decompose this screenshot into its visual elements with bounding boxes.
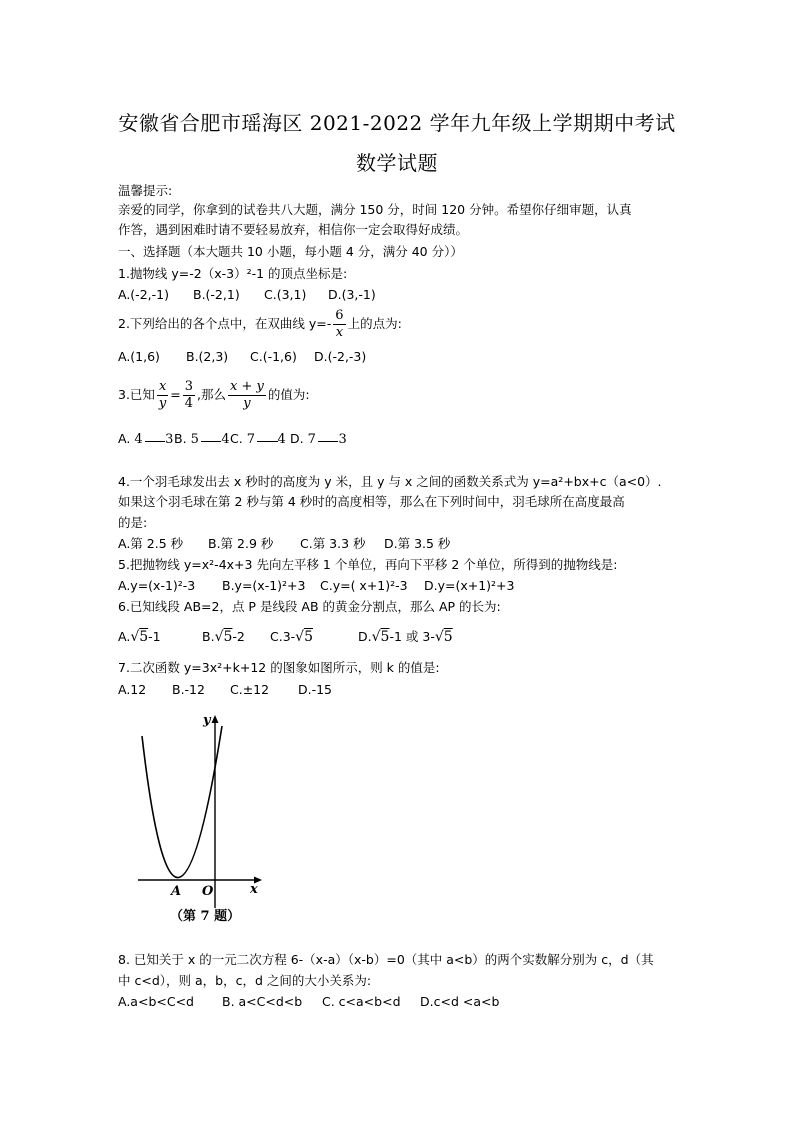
q7-option-c: C.±12 [230,682,270,697]
q8-line-2: 中 c<d），则 a，b，c，d 之间的大小关系为: [118,973,372,988]
q3-f3-den: y [243,396,251,411]
q3-option-c [230,431,290,447]
q5-option-b: B.y=(x-1)²+3 [222,578,306,593]
q2-stem-after: 上的点为: [347,316,402,331]
q7-option-a: A.12 [118,682,147,697]
q3-options [118,431,347,447]
q8-option-a: A.a<b<C<d [118,994,194,1009]
q3-equals: = [170,387,181,402]
q6-option-d [358,629,453,645]
fraction-bar [145,441,166,442]
q6-radicand-d1: 5 [380,629,390,645]
q7-stem: 7.二次函数 y=3x²+k+12 的图象如图所示，则 k 的值是: [118,660,440,675]
q4-line-3: 的是: [118,515,148,530]
q1-options [118,287,376,303]
q6-options [118,629,453,645]
q6-option-b-post: -2 [232,629,245,644]
q3-option-d-label: D. [290,431,304,446]
q6-option-c-pre: C.3- [270,629,296,644]
fraction-bar [201,441,222,442]
q7-option-d: D.-15 [298,682,333,697]
q2-option-a: A.(1,6) [118,349,160,364]
exam-title: 安徽省合肥市瑶海区 2021-2022 学年九年级上学期期中考试 [118,111,676,135]
q8-option-b: B. a<C<d<b [222,994,303,1009]
q6-radicand-d2: 5 [443,629,453,645]
q6-option-a-pre: A. [118,629,131,644]
q5-option-d: D.y=(x+1)²+3 [424,578,515,593]
sqrt-symbol: √5 [434,629,453,645]
q6-option-a-post: -1 [148,629,161,644]
q1-option-c: C.(3,1) [264,287,307,302]
q5-option-a: A.y=(x-1)²-3 [118,578,196,593]
q6-radicand-a: 5 [139,629,149,645]
q3-option-d [290,431,347,447]
section-heading-choice: 一、选择题（本大题共 10 小题，每小题 4 分，满分 40 分）） [118,244,463,259]
q3-stem-before: 3.已知 [118,387,155,402]
q4-line-2: 如果这个羽毛球在第 2 秒与第 4 秒时的高度相等，那么在下列时间中，羽毛球所在高度最高 [118,494,625,509]
q6-option-b-pre: B. [202,629,215,644]
q3-option-d-num: 7 [307,431,316,447]
tips-text-line-1: 亲爱的同学，你拿到的试卷共八大题，满分 150 分，时间 120 分钟。希望你仔细审题，认真 [118,202,632,217]
q6-option-b [202,629,270,645]
sqrt-symbol: √5 [130,629,149,645]
q3-option-b-den: 4 [221,431,230,447]
q3-fraction-1 [157,380,168,411]
origin-label: O [202,884,214,899]
q8-option-d: D.c<d <a<b [420,994,500,1009]
q6-radicand-c: 5 [304,629,314,645]
q3-option-b-label: B. [174,431,187,446]
figure-caption: （第 7 题） [170,909,241,924]
q2-option-c: C.(-1,6) [250,349,297,364]
q6-radicand-b: 5 [223,629,233,645]
parabola-curve [142,726,222,878]
tips-label: 温馨提示: [118,183,173,198]
q2-stem [118,309,402,340]
q3-option-c-label: C. [230,431,243,446]
q7-parabola-graph [130,708,275,928]
q6-option-a [118,629,202,645]
q3-option-c-den: 4 [277,431,286,447]
q3-option-d-den: 3 [338,431,347,447]
q8-option-c: C. c<a<b<d [322,994,401,1009]
q3-option-c-num: 7 [246,431,255,447]
q3-option-a [118,431,174,447]
q3-f1-num: x [158,379,167,394]
q3-f1-den: y [158,396,167,411]
sqrt-symbol: √5 [371,629,390,645]
q8-options [118,994,499,1010]
q1-option-b: B.(-2,1) [193,287,240,302]
q1-option-a: A.(-2,-1) [118,287,169,302]
q5-option-c: C.y=( x+1)²-3 [320,578,408,593]
sqrt-symbol: √5 [214,629,233,645]
q4-option-a: A.第 2.5 秒 [118,536,184,551]
q3-option-a-label: A. [118,431,131,446]
q5-stem: 5.把抛物线 y=x²-4x+3 先向左平移 1 个单位，再向下平移 2 个单位，所得到的抛物线是: [118,557,618,572]
fraction-bar [257,441,278,442]
q3-option-a-den: 3 [165,431,174,447]
q3-option-a-num: 4 [134,431,143,447]
fraction-bar [318,441,339,442]
q4-option-c: C.第 3.3 秒 [300,536,366,551]
q4-option-d: D.第 3.5 秒 [384,536,451,551]
q3-stem-after: 的值为: [267,387,310,402]
q8-line-1: 8. 已知关于 x 的一元二次方程 6-（x-a）（x-b）=0（其中 a<b）的两个实数解分别为 c，d（其 [118,952,654,967]
q3-fraction-2 [183,380,195,411]
q2-frac-den: x [335,325,344,340]
y-axis-label: y [203,713,211,728]
q3-f2-den: 4 [184,396,194,411]
q3-option-b-num: 5 [190,431,199,447]
q2-option-d: D.(-2,-3) [314,349,367,364]
q2-frac-num: 6 [335,308,344,323]
q7-options [118,682,332,698]
q7-option-b: B.-12 [172,682,205,697]
q2-stem-before: 2.下列给出的各个点中，在双曲线 y=- [118,316,332,331]
q6-option-c [270,629,358,645]
q3-fraction-3 [228,380,266,411]
q6-option-d-pre: D. [358,629,372,644]
y-axis-arrow [212,715,219,723]
q3-stem [118,380,310,411]
q7-figure [130,708,275,928]
q4-option-b: B.第 2.9 秒 [208,536,274,551]
q2-fraction [333,309,345,340]
q1-stem: 1.抛物线 y=-2（x-3）²-1 的顶点坐标是: [118,266,348,281]
q1-option-d: D.(3,-1) [328,287,376,302]
q3-f2-num: 3 [184,379,194,394]
q3-option-c-fraction [245,431,286,447]
q3-option-d-fraction [306,431,347,447]
q6-stem: 6.已知线段 AB=2，点 P 是线段 AB 的黄金分割点，那么 AP 的长为: [118,599,501,614]
exam-subtitle: 数学试题 [356,151,438,175]
q3-option-a-fraction [132,431,174,447]
q3-f3-num: x + y [230,379,264,394]
q2-options [118,349,366,365]
q4-line-1: 4.一个羽毛球发出去 x 秒时的高度为 y 米，且 y 与 x 之间的函数关系式为 y=a²+bx+c（a<0）. [118,474,662,489]
sqrt-symbol: √5 [295,629,314,645]
point-a-label: A [171,884,182,899]
x-axis-label: x [250,882,258,897]
q3-option-b [174,431,230,447]
tips-text-line-2: 作答，遇到困难时请不要轻易放弃，相信你一定会取得好成绩。 [118,222,469,237]
q3-option-b-fraction [189,431,230,447]
q2-option-b: B.(2,3) [186,349,229,364]
q3-stem-mid: ,那么 [197,387,227,402]
q5-options [118,578,515,594]
q6-option-d-mid: -1 或 3- [389,629,435,644]
q4-options [118,536,450,552]
